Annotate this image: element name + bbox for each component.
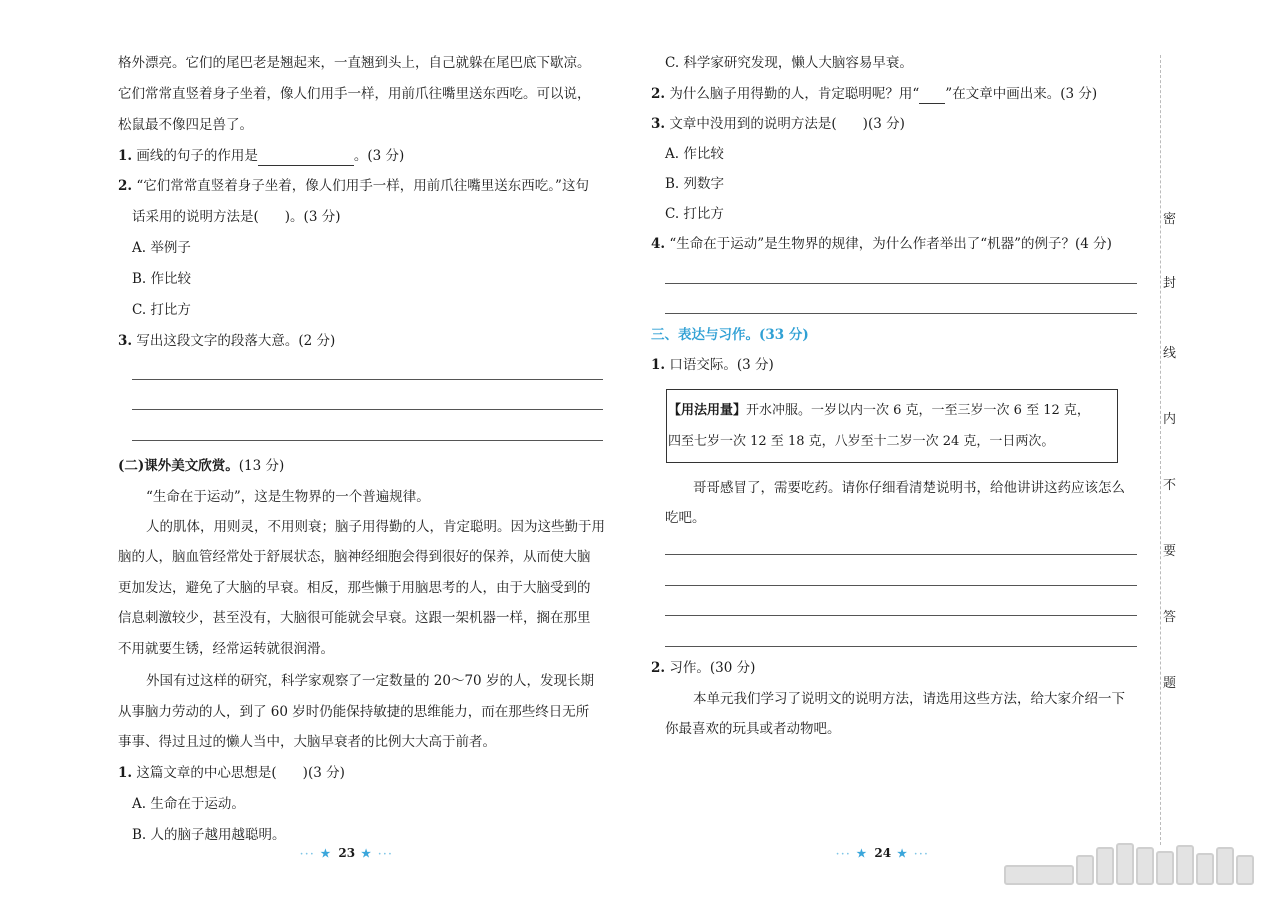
option-b: B. 人的脑子越用越聪明。 [132, 827, 286, 843]
question-text: 为什么脑子用得勤的人，肯定聪明呢？用“ [669, 86, 920, 102]
seal-char: 线 [1163, 346, 1177, 361]
answer-blank[interactable] [258, 165, 354, 166]
underline-mark [919, 103, 945, 104]
question-number: 1. [118, 765, 133, 781]
question-score: )(3 分) [302, 765, 345, 781]
passage-line: 从事脑力劳动的人，到了 60 岁时仍能保持敏捷的思维能力，而在那些终日无所 [118, 704, 590, 720]
page-number: 23 [338, 846, 356, 860]
seal-char: 答 [1163, 610, 1177, 625]
page-number-right [836, 846, 930, 860]
question-3 [651, 114, 905, 134]
option-c: C. 打比方 [132, 302, 191, 318]
passage-line: 事事、得过且过的懒人当中，大脑早衰者的比例大大高于前者。 [118, 734, 496, 750]
option-b: B. 作比较 [132, 271, 192, 287]
subsection-2 [651, 658, 755, 678]
question-score: 。(3 分) [353, 148, 405, 164]
question-2 [651, 84, 1097, 104]
passage-line: 它们常常直竖着身子坐着，像人们用手一样，用前爪往嘴里送东西吃。可以说， [118, 86, 591, 102]
question-text: 话采用的说明方法是( [132, 209, 259, 225]
question-number: 2. [118, 178, 133, 194]
question-number: 3. [651, 116, 666, 132]
question-2 [118, 176, 589, 196]
essay-prompt-line: 本单元我们学习了说明文的说明方法，请选用这些方法，给大家介绍一下 [693, 691, 1125, 707]
option-c: C. 打比方 [665, 206, 724, 222]
essay-prompt-line: 你最喜欢的玩具或者动物吧。 [665, 721, 841, 737]
passage-line: 不用就要生锈，经常运转就很润滑。 [118, 641, 334, 657]
question-2-line2 [132, 207, 340, 227]
dosage-line-1 [668, 401, 1090, 421]
option-a: A. 作比较 [665, 146, 724, 162]
passage-line: 脑的人，脑血管经常处于舒展状态，脑神经细胞会得到很好的保养，从而使大脑 [118, 549, 591, 565]
page-number-left [300, 846, 394, 860]
option-c: C. 科学家研究发现，懒人大脑容易早衰。 [665, 55, 913, 71]
passage-line: 信息刺激较少，甚至没有，大脑很可能就会早衰。这跟一架机器一样，搁在那里 [118, 610, 591, 626]
question-text: ”在文章中画出来。(3 分) [945, 86, 1098, 102]
star-dots-icon: ★ ··· [361, 846, 394, 860]
answer-line[interactable] [665, 646, 1137, 647]
answer-line[interactable] [665, 585, 1137, 586]
seal-char: 内 [1163, 412, 1177, 427]
seal-char: 密 [1163, 212, 1177, 227]
star-dots-icon: ··· ★ [300, 846, 333, 860]
dosage-line-2: 四至七岁一次 12 至 18 克，八岁至十二岁一次 24 克，一日两次。 [668, 434, 1055, 449]
answer-line[interactable] [665, 554, 1137, 555]
seal-char: 题 [1163, 676, 1177, 691]
dosage-text: 开水冲服。一岁以内一次 6 克，一至三岁一次 6 至 12 克， [746, 403, 1090, 418]
answer-line[interactable] [132, 409, 603, 410]
star-dots-icon: ··· ★ [836, 846, 869, 860]
section-2-heading [118, 456, 284, 476]
question-score: )(3 分) [862, 116, 905, 132]
answer-line[interactable] [665, 283, 1137, 284]
question-score: )。(3 分) [284, 209, 341, 225]
question-number: 2. [651, 660, 666, 676]
seal-char: 封 [1163, 276, 1177, 291]
answer-line[interactable] [132, 379, 603, 380]
dosage-tag: 【用法用量】 [668, 403, 747, 418]
passage-line: 人的肌体，用则灵，不用则衰；脑子用得勤的人，肯定聪明。因为这些勤于用 [146, 519, 605, 535]
question-number: 4. [651, 236, 666, 252]
option-a: A. 举例子 [132, 240, 191, 256]
question-text: 文章中没用到的说明方法是( [669, 116, 837, 132]
seal-char: 不 [1163, 478, 1177, 493]
question-4 [651, 234, 1112, 254]
watermark-icon [1004, 843, 1254, 885]
passage-line: 更加发达，避免了大脑的早衰。相反，那些懒于用脑思考的人，由于大脑受到的 [118, 580, 591, 596]
question-number: 3. [118, 333, 133, 349]
question-text: 画线的句子的作用是 [136, 148, 258, 164]
seal-line [1160, 55, 1161, 845]
question-text: “生命在于运动”是生物界的规律，为什么作者举出了“机器”的例子？(4 分) [669, 236, 1112, 252]
question-number: 2. [651, 86, 666, 102]
prompt-line: 吃吧。 [665, 510, 706, 526]
question-number: 1. [118, 148, 133, 164]
question-text: 口语交际。(3 分) [669, 357, 774, 373]
section-score: (13 分) [238, 458, 285, 474]
seal-char: 要 [1163, 544, 1177, 559]
question-text: 习作。(30 分) [669, 660, 756, 676]
passage-line: “生命在于运动”，这是生物界的一个普遍规律。 [146, 489, 430, 505]
question-1 [118, 146, 404, 166]
question-3 [118, 331, 335, 351]
section-3-heading: 三、表达与习作。(33 分) [651, 327, 809, 343]
subsection-1 [651, 355, 774, 375]
question-text: 写出这段文字的段落大意。(2 分) [136, 333, 336, 349]
page-number: 24 [874, 846, 892, 860]
passage-question-1 [118, 763, 345, 783]
option-a: A. 生命在于运动。 [132, 796, 245, 812]
prompt-line: 哥哥感冒了，需要吃药。请你仔细看清楚说明书，给他讲讲这药应该怎么 [693, 480, 1125, 496]
section-label: (二)课外美文欣赏。 [118, 458, 239, 474]
answer-line[interactable] [665, 313, 1137, 314]
passage-line: 松鼠最不像四足兽了。 [118, 117, 253, 133]
passage-line: 格外漂亮。它们的尾巴老是翘起来，一直翘到头上，自己就躲在尾巴底下歇凉。 [118, 55, 591, 71]
option-b: B. 列数字 [665, 176, 725, 192]
star-dots-icon: ★ ··· [897, 846, 930, 860]
question-text: 这篇文章的中心思想是( [136, 765, 277, 781]
answer-line[interactable] [665, 615, 1137, 616]
question-text: “它们常常直竖着身子坐着，像人们用手一样，用前爪往嘴里送东西吃。”这句 [136, 178, 589, 194]
question-number: 1. [651, 357, 666, 373]
answer-line[interactable] [132, 440, 603, 441]
passage-line: 外国有过这样的研究，科学家观察了一定数量的 20～70 岁的人，发现长期 [146, 673, 594, 689]
